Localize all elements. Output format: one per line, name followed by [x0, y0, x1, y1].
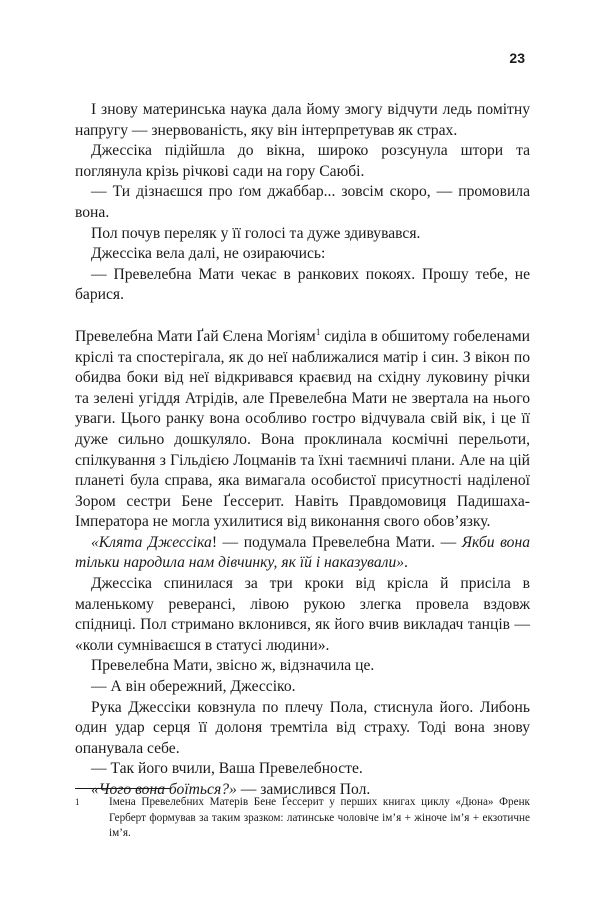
paragraph: Джессіка спинилася за три кроки від крісла й присіла в маленькому реверансі, лівою рукою злегка провела вздовж спідниці. Пол стримано вклонився, як його вчив викладач танців — «коли сумніваєшся в статусі людини».	[75, 575, 530, 654]
paragraph: Джессіка підійшла до вікна, широко розсунула штори та поглянула крізь річкові сади на гору Саюбі.	[75, 142, 530, 180]
paragraph: — Так його вчили, Ваша Превелебносте.	[91, 760, 363, 778]
italic-thought: «Клята Джессіка	[91, 533, 212, 551]
paragraph	[75, 533, 530, 574]
footnote-reference[interactable]: 1	[315, 326, 321, 337]
paragraph-text: — замислився Пол.	[236, 781, 371, 798]
footnote-divider	[75, 788, 170, 789]
section-break	[75, 306, 530, 327]
footnote	[75, 795, 530, 842]
main-text	[75, 100, 530, 801]
paragraph	[75, 327, 530, 533]
paragraph-text: ! — подумала Превелебна Мати. —	[211, 533, 462, 551]
page-number: 23	[509, 50, 525, 66]
footnote-text: Імена Превелебних Матерів Бене Ґессерит у перших книгах циклу «Дюна» Френк Герберт формував за таким зразком: латинське чоловіче ім’я + жіноче ім’я + екзотичне ім’я.	[109, 796, 530, 839]
paragraph-text: сиділа в обшитому гобеленами кріслі та спостерігала, як до неї наближалися матір і син. З вікон по обидва боки від неї відкривався краєвид на східну луковину річки та зелені угіддя Атрідів, але Превелебна Мати не звертала на нього уваги. Цього ранку вона особливо гостро відчувала свій вік, і це її дуже сильно дошкуляло. Вона проклинала космічні перельоти, спілкування з Гільдією Лоцманів та їхні таємничі плани. Але на цій планеті була справа, яка вимагала особистої присутності наділеної Зором сестри Бене Ґессерит. Навіть Правдомовиця Падишаха-Імператора не могла ухилитися від виконання свого обов’язку.	[75, 327, 530, 531]
paragraph: Пол почув переляк у її голосі та дуже здивувався.	[91, 224, 421, 242]
paragraph: І знову материнська наука дала йому змогу відчути ледь помітну напругу — знервованість, яку він інтерпретував як страх.	[75, 101, 530, 139]
paragraph-text: .	[404, 554, 408, 572]
paragraph-text: Превелебна Мати Ґай Єлена Могіям	[75, 327, 316, 345]
footnote-number: 1	[75, 797, 80, 807]
paragraph: — Ти дізнаєшся про ґом джаббар... зовсім скоро, — промовила вона.	[75, 183, 530, 221]
paragraph: — А він обережний, Джессіко.	[91, 678, 296, 696]
paragraph: — Превелебна Мати чекає в ранкових покоях. Прошу тебе, не барися.	[75, 265, 530, 304]
paragraph: Рука Джессіки ковзнула по плечу Пола, стиснула його. Либонь один удар серця її долоня тремтіла від страху. Тоді вона знову опанувала себе.	[75, 698, 530, 757]
italic-thought: «Чого вона боїться?»	[91, 781, 237, 798]
paragraph: Джессіка вела далі, не озираючись:	[91, 245, 326, 263]
paragraph: Превелебна Мати, звісно ж, відзначила це.	[91, 657, 375, 675]
italic-thought: Якби вона тільки народила нам дівчинку, як їй і наказували»	[75, 533, 530, 572]
